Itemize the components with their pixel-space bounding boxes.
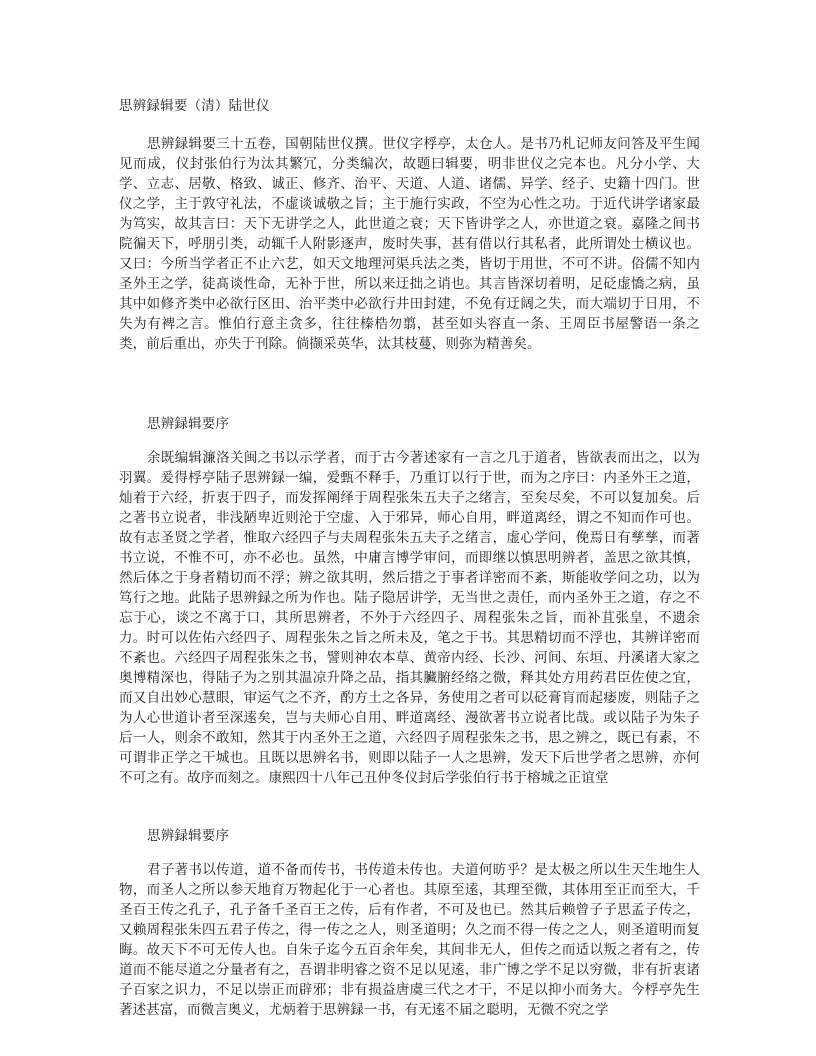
preface-1-heading: 思辨録辑要序 xyxy=(147,416,230,432)
preface-1-paragraph: 余既编辑濂洛关闽之书以示学者，而于古今著述家有一言之几于道者，皆欲表而出之，以为羽翼。爰得桴亭陆子思辨録一编，爱甄不释手，乃重订以行于世，而为之序曰：内圣外王之道，灿着于六经，折衷于四子，而发挥阐绎于周程张朱五夫子之绪言，至矣尽矣，不可以复加矣。后之著书立说者，非浅陋卑近则沦于空虚、入于邪异，师心自用，畔道离经，谓之不知而作可也。故有志圣贤之学者，惟取六经四子与夫周程张朱五夫子之绪言，虚心学问，俛焉日有孳孳，而著书立说，不惟不可，亦不必也。虽然，中庸言博学审问，而即继以慎思明辨者，盖思之欲其慎，然后体之于身者精切而不浮；辨之欲其明，然后措之于事者详密而不紊，斯能收学问之功，以为笃行之地。此陆子思辨録之所为作也。陆子隐居讲学，无当世之责任，而内圣外王之道，存之不忘于心，谈之不离于口，其所思辨者，不外于六经四子、周程张朱之旨，而补苴张皇，不遗余力。时可以佐佑六经四子、周程张朱之旨之所未及，笔之于书。其思精切而不浮也，其辨详密而不紊也。六经四子周程张朱之书，譬则神农本草、黄帝内经、长沙、河间、东垣、丹溪诸大家之奥博精深也，得陆子为之别其温凉升降之品，指其臟腑经络之微，释其处方用药君臣佐使之宜，而又自出妙心慧眼，审运气之不齐，酌方土之各异，务使用之者可以砭膏肓而起痿废，则陆子之为人心世道讣者至深逺矣，岂与夫师心自用、畔道离经、漫欲著书立说者比哉。或以陆子为朱子后一人，则余不敢知，然其于内圣外王之道，六经四子周程张朱之书，思之辨之，既已有素，不可谓非正学之干城也。且既以思辨名书，则即以陆子一人之思辨，发天下后世学者之思辨，亦何不可之有。故序而刻之。康熙四十八年己丑仲冬仪封后学张伯行书于榕城之正谊堂 xyxy=(119,450,700,786)
preface-2-paragraph: 君子著书以传道，道不备而传书，书传道未传也。夫道何昉乎？是太极之所以生天生地生人物，而圣人之所以参天地育万物起化于一心者也。其原至逺，其理至微，其体用至正而至大，千圣百王传之孔子，孔子备千圣百王之传，后有作者，不可及也已。然其后赖曾子子思孟子传之，又赖周程张朱四五君子传之，得一传之之人，则圣道明；久之而不得一传之之人，则圣道明而复晦。故天下不可无传人也。自朱子迄今五百余年矣，其间非无人，但传之而适以叛之者有之，传道而不能尽道之分量者有之，吾谓非明睿之资不足以见逺，非广博之学不足以穷微，非有折衷诸子百家之识力，不足以崇正而辟邪；非有损益唐虞三代之才干，不足以抑小而务大。今桴亭先生著述甚富，而微言奥义，尤炳着于思辨録一书，有无逺不届之聪明，无微不究之学 xyxy=(119,862,700,1018)
document-title: 思辨録辑要（清）陆世仪 xyxy=(119,98,270,114)
section-spacer-2 xyxy=(119,788,700,826)
summary-paragraph: 思辨録辑要三十五卷，国朝陆世仪撰。世仪字桴亭，太仓人。是书乃札记师友问答及平生闻见而成，仪封张伯行为汰其繁冗，分类编次，故题曰辑要，明非世仪之完本也。凡分小学、大学、立志、居敬、格致、诚正、修齐、治平、天道、人道、诸儒、异学、经子、史籍十四门。世仪之学，主于敦守礼法，不虚谈诚敬之旨；主于施行实政，不空为心性之功。于近代讲学诸家最为笃实，故其言曰：天下无讲学之人，此世道之衰；天下皆讲学之人，亦世道之衰。嘉隆之间书院徧天下，呼朋引类，动辄千人附影逐声，废时失事，甚有借以行其私者，此所谓处士横议也。又曰：今所当学者正不止六艺，如天文地理河渠兵法之类，皆切于用世，不可不讲。俗儒不知内圣外王之学，徒髙谈性命，无补于世，所以来迂拙之诮也。其言皆深切着明，足砭虚憍之病，虽其中如修齐类中必欲行区田、治平类中必欲行井田封建，不免有迂阔之失，而大端切于日用，不失为有裨之言。惟伯行意主贪多，往往榛梏勿翦，甚至如头容直一条、王周臣书屋警语一条之类，前后重出，亦失于刊除。倘撷采英华，汰其枝蔓，则弥为精善矣。 xyxy=(119,136,700,352)
section-spacer-1 xyxy=(119,354,700,414)
preface-2-heading: 思辨録辑要序 xyxy=(147,828,230,844)
